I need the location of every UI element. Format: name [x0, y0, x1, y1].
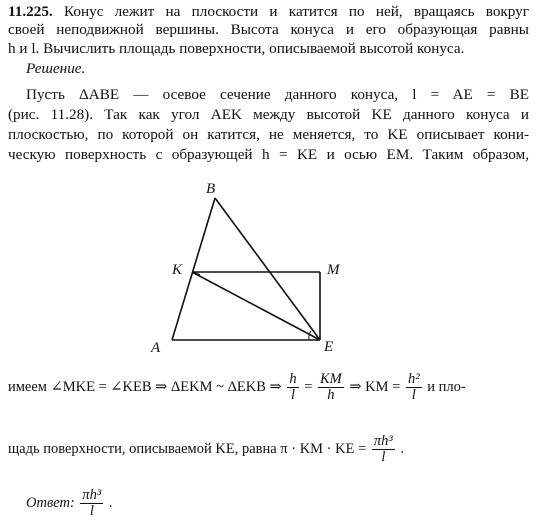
segment-KE: [192, 272, 320, 340]
problem-text-1: Конус лежит на плоскости и катится по ней, вращаясь вокруг: [64, 3, 530, 20]
problem-line-1: [8, 3, 529, 21]
answer-suffix: .: [108, 494, 113, 511]
fraction-denominator: l: [381, 449, 386, 465]
solution-line-1: Пусть ΔABE — осевое сечение данного конуса, l = AE = BE: [26, 86, 529, 103]
fraction-numerator: πh³: [82, 487, 102, 503]
solution-line-4: ческую поверхность с образующей h = KE и осью EM. Таким образом,: [8, 146, 529, 163]
fraction-h2-over-l: [406, 372, 422, 403]
fraction-numerator: KM: [320, 371, 342, 387]
fraction-answer: [80, 488, 103, 519]
fraction-denominator: h: [327, 387, 335, 403]
formula2-prefix: щадь поверхности, описываемой KE, равна π · KM · KE =: [8, 440, 367, 457]
formula1-suffix: и пло-: [427, 378, 466, 395]
problem-line-2: своей неподвижной вершины. Высота конуса и его образующая равны: [8, 21, 529, 38]
fraction-area-result: [372, 434, 395, 465]
solution-line-2: (рис. 11.28). Так как угол AEK между высотой KE данного конуса и: [8, 106, 529, 123]
problem-number: 11.225.: [8, 3, 53, 20]
fraction-numerator: h: [289, 371, 297, 387]
solution-line-3: плоскостью, по которой он катится, не меняется, то KE описывает кони-: [8, 126, 529, 143]
fraction-denominator: l: [411, 387, 416, 403]
label-B: B: [206, 183, 216, 197]
formula-area: [8, 434, 404, 465]
answer-label: Ответ:: [26, 494, 75, 511]
formula2-suffix: .: [400, 440, 405, 457]
label-E: E: [324, 339, 334, 353]
equals-sign: =: [304, 378, 313, 395]
geometry-figure: [140, 183, 350, 353]
label-A: A: [151, 340, 161, 353]
problem-line-3: h и l. Вычислить площадь поверхности, описываемой высотой конуса.: [8, 40, 465, 57]
label-M: M: [327, 262, 340, 278]
segment-BE: [215, 198, 320, 340]
answer-line: [26, 488, 113, 519]
fraction-h-over-l: [287, 372, 298, 403]
fraction-denominator: l: [89, 503, 94, 519]
solution-heading: Решение.: [26, 60, 86, 77]
fraction-numerator: πh³: [373, 433, 393, 449]
fraction-numerator: h²: [407, 371, 420, 387]
formula1-mid: ⇒ KM =: [349, 378, 401, 395]
fraction-KM-over-h: [318, 372, 344, 403]
formula1-prefix: имеем ∠MKE = ∠KEB ⇒ ΔEKM ~ ΔEKB ⇒: [8, 378, 282, 395]
label-K: K: [172, 262, 183, 278]
fraction-denominator: l: [290, 387, 295, 403]
formula-similarity: [8, 372, 466, 403]
